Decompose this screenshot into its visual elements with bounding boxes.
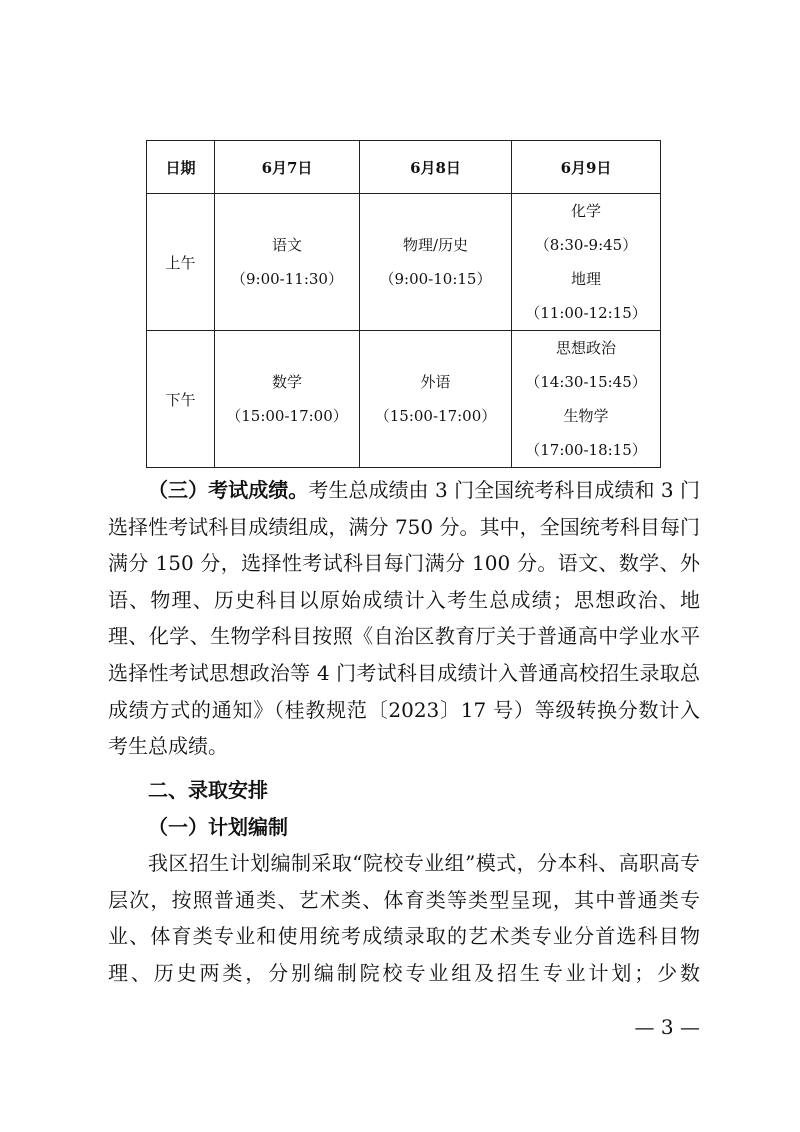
time: （11:00-12:15） bbox=[525, 304, 647, 322]
cell-morning-june-7 bbox=[215, 194, 360, 331]
cell-afternoon-june-7 bbox=[215, 331, 360, 468]
exam-schedule-table bbox=[146, 140, 661, 468]
subject: 思想政治 bbox=[555, 339, 616, 357]
row-label-morning: 上午 bbox=[147, 194, 215, 331]
cell-morning-june-8 bbox=[360, 194, 512, 331]
subject: 化学 bbox=[570, 202, 601, 220]
cell-afternoon-june-9 bbox=[512, 331, 661, 468]
time: （15:00-17:00） bbox=[226, 407, 348, 425]
time: （9:00-11:30） bbox=[231, 270, 343, 288]
subsection-heading: （一）计划编制 bbox=[148, 815, 288, 839]
exam-score-paragraph bbox=[108, 472, 700, 765]
header-june-9: 6月9日 bbox=[512, 141, 661, 194]
header-date: 日期 bbox=[147, 141, 215, 194]
section-title: （三）考试成绩。 bbox=[148, 478, 309, 502]
section-heading: 二、录取安排 bbox=[148, 778, 268, 802]
subject: 生物学 bbox=[563, 407, 609, 425]
time: （17:00-18:15） bbox=[525, 441, 647, 459]
plan-paragraph: 我区招生计划编制采取“院校专业组”模式，分本科、高职高专层次，按照普通类、艺术类、体育类等类型呈现，其中普通类专业、体育类专业和使用统考成绩录取的艺术类专业分首选科目物理、历史两类，分别编制院校专业组及招生专业计划；少数 bbox=[108, 851, 700, 985]
subject: 地理 bbox=[570, 270, 601, 288]
table-row-morning bbox=[147, 194, 661, 331]
subject: 物理/历史 bbox=[402, 236, 469, 254]
time: （14:30-15:45） bbox=[525, 373, 647, 391]
table-row-afternoon bbox=[147, 331, 661, 468]
time: （15:00-17:00） bbox=[374, 407, 497, 425]
table-header-row bbox=[147, 141, 661, 194]
time: （9:00-10:15） bbox=[379, 270, 492, 288]
row-label-afternoon: 下午 bbox=[147, 331, 215, 468]
subject: 语文 bbox=[271, 236, 302, 254]
subject: 外语 bbox=[420, 373, 451, 391]
cell-morning-june-9 bbox=[512, 194, 661, 331]
page-number: — 3 — bbox=[634, 1015, 700, 1039]
header-june-7: 6月7日 bbox=[215, 141, 360, 194]
header-june-8: 6月8日 bbox=[360, 141, 512, 194]
subject: 数学 bbox=[271, 373, 302, 391]
time: （8:30-9:45） bbox=[534, 236, 638, 254]
cell-afternoon-june-8 bbox=[360, 331, 512, 468]
section-body: 考生总成绩由 3 门全国统考科目成绩和 3 门选择性考试科目成绩组成，满分 750 分。其中，全国统考科目每门满分 150 分，选择性考试科目每门满分 100 分。语文、数学、外语、物理、历史科目以原始成绩计入考生总成绩；思想政治、地理、化学、生物学科目按照《自治区教育厅关于普通高中学业水平选择性考试思想政治等 4 门考试科目成绩计入普通高校招生录取总成绩方式的通知》（桂教规范〔2023〕17 号）等级转换分数计入考生总成绩。 bbox=[108, 478, 700, 759]
